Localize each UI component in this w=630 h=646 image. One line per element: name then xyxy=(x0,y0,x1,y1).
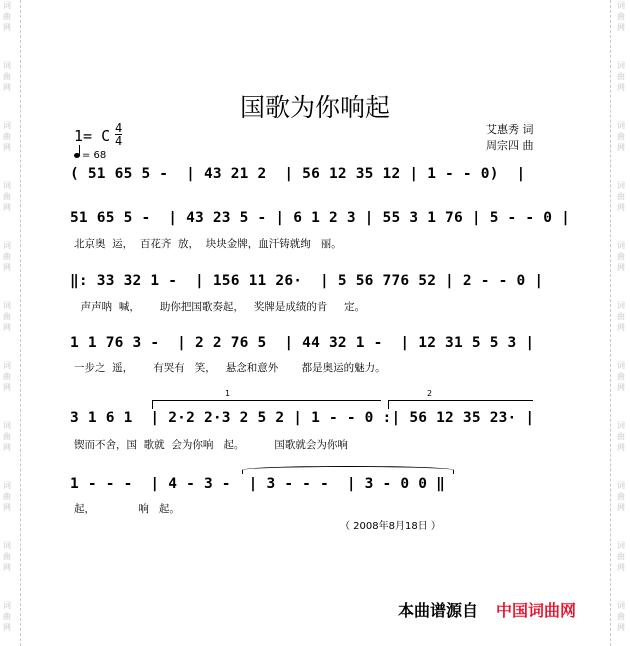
watermark-text: 词 曲 网 xyxy=(617,241,625,272)
watermark-text: 词 曲 网 xyxy=(617,541,625,572)
lyric-line-2: 北京奥 运， 百花齐 放， 块块金牌，血汗铸就绚 丽。 xyxy=(74,238,342,250)
watermark-text: 词 曲 网 xyxy=(617,181,625,212)
watermark-text: 词 曲 网 xyxy=(3,181,11,212)
notation-line-6: 1 - - - | 4 - 3 - | 3 - - - | 3 - 0 0 ‖ xyxy=(70,476,446,492)
notation-line-5: 3 1 6 1 | 2·2 2·3 2 5 2 | 1 - - 0 :| 56 12 35 23· | xyxy=(70,410,535,426)
watermark-text: 词 曲 网 xyxy=(617,361,625,392)
tempo-value: = 68 xyxy=(82,150,107,161)
source-label: 本曲谱源自 xyxy=(398,601,479,620)
notation-line-1: ( 51 65 5 - | 43 21 2 | 56 12 35 12 | 1 - - 0) | xyxy=(70,166,526,182)
watermark-text: 词 曲 网 xyxy=(3,481,11,512)
lyric-line-3: 声声呐 喊， 助你把国歌奏起， 奖牌是成绩的肯 定。 xyxy=(74,301,366,313)
watermark-text: 词 曲 网 xyxy=(3,361,11,392)
watermark-text: 词 曲 网 xyxy=(617,61,625,92)
time-signature xyxy=(115,122,122,147)
composer-credit: 周宗四 曲 xyxy=(486,139,534,152)
watermark-text: 词 曲 网 xyxy=(3,241,11,272)
watermark-text: 词 曲 网 xyxy=(617,421,625,452)
source-credit xyxy=(398,598,576,621)
key-signature: 1= C xyxy=(74,127,111,145)
time-signature-top: 4 xyxy=(115,121,123,135)
lyric-line-6: 起， 响 起。 xyxy=(74,503,180,515)
watermark-text: 词 曲 网 xyxy=(3,601,11,632)
watermark-text: 词 曲 网 xyxy=(3,121,11,152)
tempo-marking xyxy=(74,150,106,161)
watermark-text: 词 曲 网 xyxy=(617,1,625,32)
volta-number: 2 xyxy=(427,389,433,398)
quarter-note-icon xyxy=(74,153,80,158)
date-note: （ 2008年8月18日 ） xyxy=(340,521,441,532)
watermark-text: 词 曲 网 xyxy=(3,1,11,32)
volta-bracket-1 xyxy=(152,389,381,409)
watermark-text: 词 曲 网 xyxy=(617,481,625,512)
watermark-text: 词 曲 网 xyxy=(617,301,625,332)
notation-line-4: 1 1 76 3 - | 2 2 76 5 | 44 32 1 - | 12 31 5 5 3 | xyxy=(70,335,535,351)
tie-slur xyxy=(242,466,454,474)
lyricist-credit: 艾惠秀 词 xyxy=(486,123,534,136)
time-signature-bottom: 4 xyxy=(115,134,123,148)
watermark-text: 词 曲 网 xyxy=(617,121,625,152)
lyric-line-5: 锲而不舍，国 歌就 会为你响 起。 国歌就会为你响 xyxy=(74,439,348,451)
volta-number: 1 xyxy=(225,389,231,398)
watermark-text: 词 曲 网 xyxy=(3,541,11,572)
watermark-text: 词 曲 网 xyxy=(3,61,11,92)
lyric-line-4: 一步之 遥， 有哭有 笑， 悬念和意外 都是奥运的魅力。 xyxy=(74,362,386,374)
notation-line-2: 51 65 5 - | 43 23 5 - | 6 1 2 3 | 55 3 1 76 | 5 - - 0 | xyxy=(70,210,571,226)
volta-bracket-2 xyxy=(388,389,533,409)
source-brand-link[interactable]: 中国词曲网 xyxy=(496,601,577,620)
notation-line-3: ‖: 33 32 1 - | 156 11 26· | 5 56 776 52 | 2 - - 0 | xyxy=(70,273,544,289)
watermark-text: 词 曲 网 xyxy=(3,301,11,332)
song-title: 国歌为你响起 xyxy=(239,93,390,122)
watermark-text: 词 曲 网 xyxy=(617,601,625,632)
watermark-text: 词 曲 网 xyxy=(3,421,11,452)
